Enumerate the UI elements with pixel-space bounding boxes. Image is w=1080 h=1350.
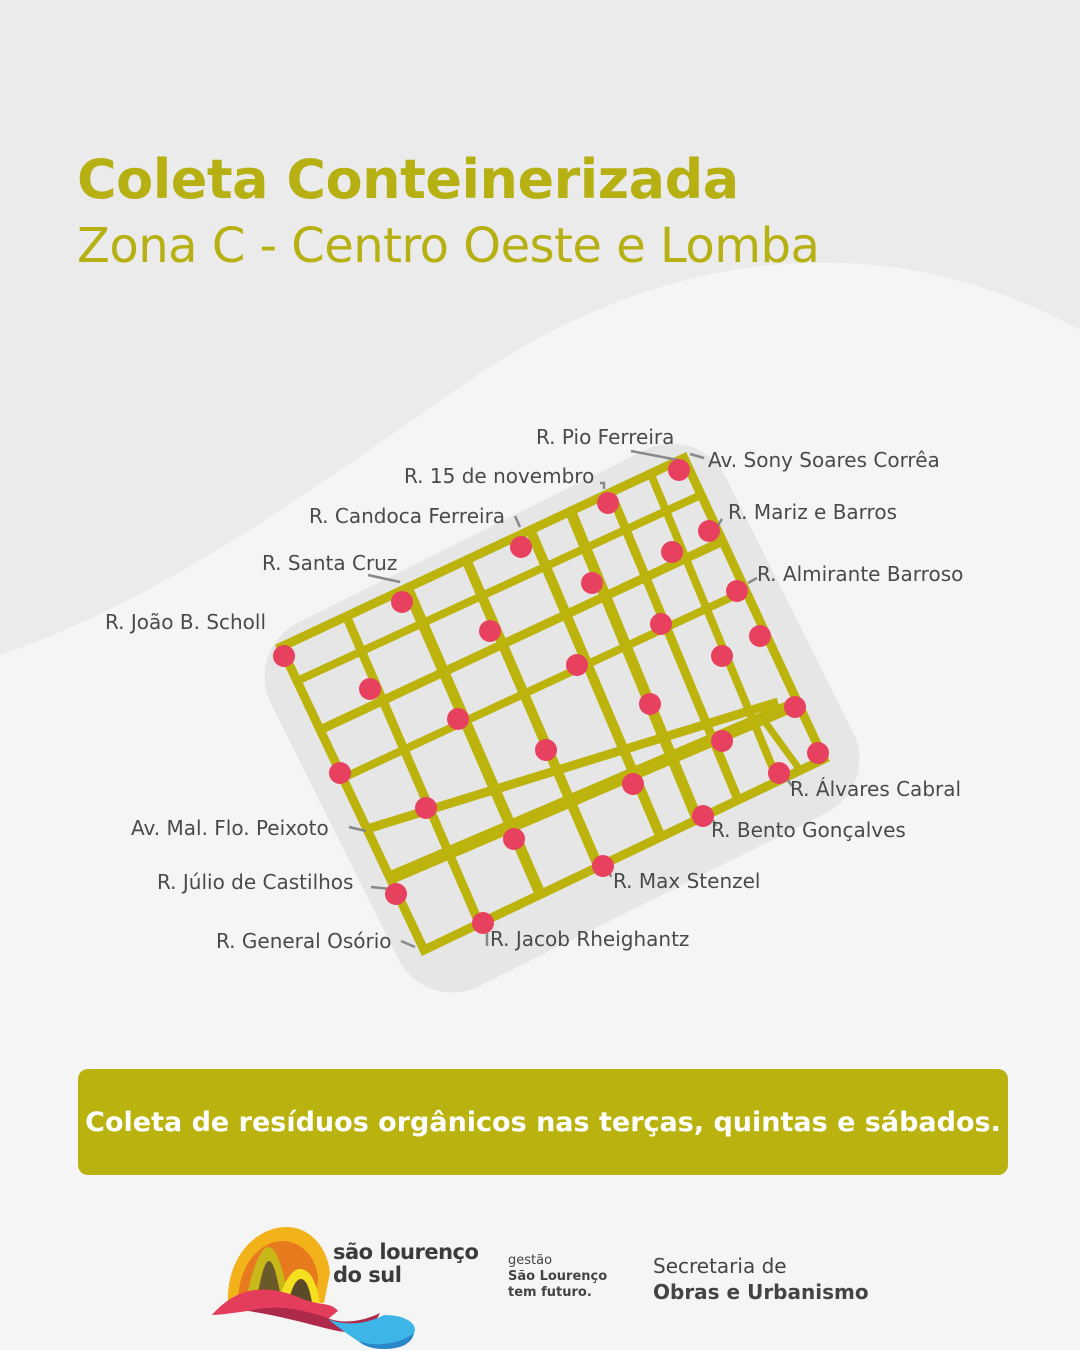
- container-marker: [503, 828, 525, 850]
- container-marker: [768, 762, 790, 784]
- container-marker: [661, 541, 683, 563]
- schedule-banner: [78, 1069, 1008, 1175]
- container-marker: [535, 739, 557, 761]
- street-label: R. Jacob Rheighantz: [490, 927, 690, 951]
- street-label: R. 15 de novembro: [404, 464, 595, 488]
- container-marker: [711, 730, 733, 752]
- container-marker: [385, 883, 407, 905]
- container-marker: [391, 591, 413, 613]
- container-marker: [668, 459, 690, 481]
- container-marker: [639, 693, 661, 715]
- container-marker: [726, 580, 748, 602]
- street-label: R. Santa Cruz: [262, 551, 398, 575]
- street-label: R. Júlio de Castilhos: [157, 870, 354, 894]
- container-marker: [698, 520, 720, 542]
- container-marker: [592, 855, 614, 877]
- secretaria-label: [653, 1253, 869, 1305]
- city-logo-text: [333, 1241, 478, 1287]
- street-label: R. Max Stenzel: [613, 869, 761, 893]
- container-marker: [329, 762, 351, 784]
- container-marker: [749, 625, 771, 647]
- street-label: R. Candoca Ferreira: [309, 504, 506, 528]
- container-marker: [359, 678, 381, 700]
- container-marker: [415, 797, 437, 819]
- container-marker: [650, 613, 672, 635]
- container-marker: [784, 696, 806, 718]
- street-label: R. Álvares Cabral: [790, 777, 962, 801]
- page-subtitle: Zona C - Centro Oeste e Lomba: [77, 218, 820, 274]
- container-marker: [447, 708, 469, 730]
- page-title: Coleta Conteinerizada: [77, 148, 739, 211]
- container-marker: [581, 572, 603, 594]
- gestao-line-3: tem futuro.: [508, 1285, 592, 1300]
- container-marker: [273, 645, 295, 667]
- street-label: R. Pio Ferreira: [536, 425, 675, 449]
- logo-line-2: do sul: [333, 1263, 402, 1287]
- street-label: R. Bento Gonçalves: [711, 818, 906, 842]
- container-marker: [510, 536, 532, 558]
- container-marker: [479, 620, 501, 642]
- logo-line-1: são lourenço: [333, 1240, 479, 1264]
- street-label: R. Mariz e Barros: [728, 500, 897, 524]
- container-marker: [711, 645, 733, 667]
- container-marker: [807, 742, 829, 764]
- secretaria-line-2: Obras e Urbanismo: [653, 1280, 869, 1304]
- gestao-tagline: [508, 1253, 607, 1301]
- container-marker: [622, 773, 644, 795]
- gestao-line-1: gestão: [508, 1253, 553, 1268]
- street-label: R. Almirante Barroso: [757, 562, 964, 586]
- container-marker: [597, 492, 619, 514]
- street-label: R. João B. Scholl: [105, 610, 267, 634]
- footer: [0, 1205, 1080, 1350]
- gestao-line-2: São Lourenço: [508, 1269, 608, 1284]
- street-label: R. General Osório: [216, 929, 392, 953]
- container-marker: [566, 654, 588, 676]
- street-label: Av. Sony Soares Corrêa: [708, 448, 940, 472]
- street-label: Av. Mal. Flo. Peixoto: [131, 816, 329, 840]
- schedule-banner-text: Coleta de resíduos orgânicos nas terças, quintas e sábados.: [85, 1106, 1001, 1138]
- secretaria-line-1: Secretaria de: [653, 1254, 787, 1278]
